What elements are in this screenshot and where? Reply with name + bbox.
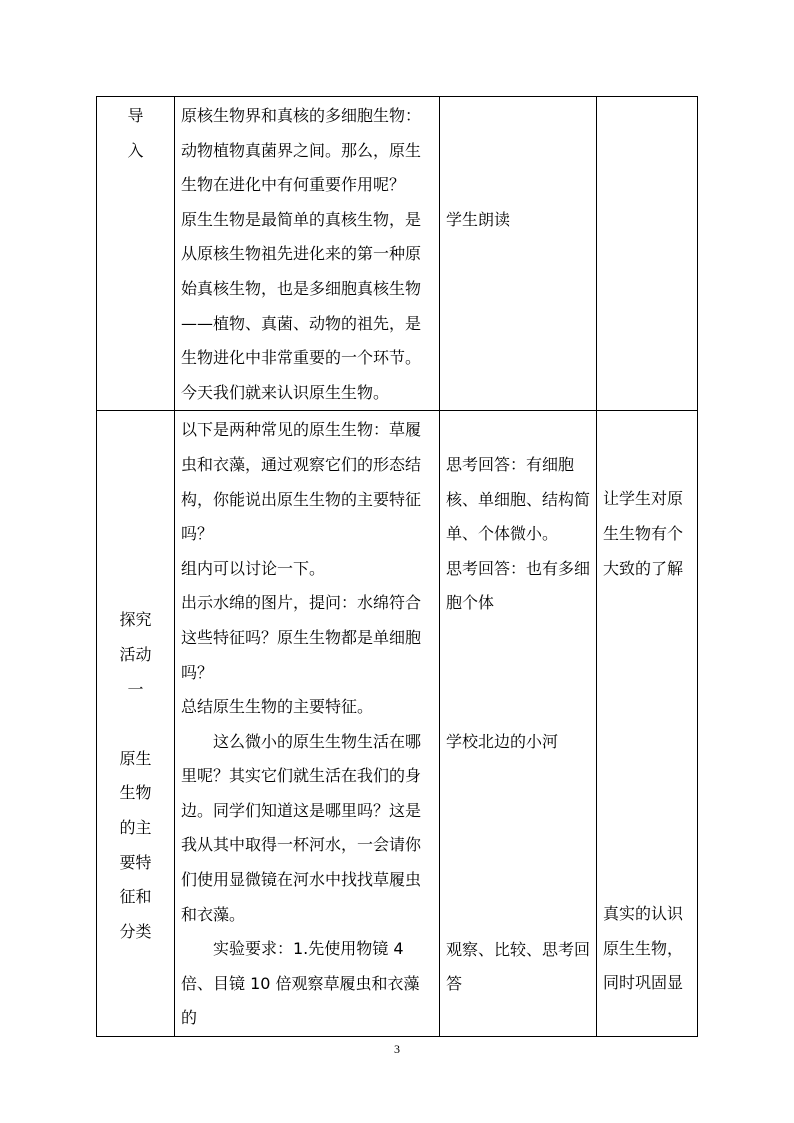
teacher-text: 实验要求：1.先使用物镜 4 倍、目镜 10 倍观察草履虫和衣藻的	[181, 939, 420, 1028]
stage-label-line: 要特	[119, 852, 152, 872]
stage-label-line: 导	[127, 106, 144, 125]
teacher-activity-cell-intro	[175, 97, 440, 411]
purpose-text: 让学生对原生生物有个大致的了解	[603, 489, 684, 578]
student-text: 观察、比较、思考回答	[446, 939, 591, 994]
stage-label-line: 一	[127, 679, 144, 699]
stage-label-line: 分类	[119, 921, 152, 941]
page-number: 3	[394, 1042, 400, 1056]
teacher-text: 组内可以讨论一下。	[181, 558, 326, 578]
student-activity-cell-explore	[440, 411, 597, 1037]
teacher-activity-cell-explore	[175, 411, 440, 1037]
table-row-intro	[97, 97, 698, 411]
stage-label-line: 征和	[119, 887, 152, 907]
stage-label-line: 的主	[119, 817, 152, 837]
purpose-cell-intro	[597, 97, 698, 411]
student-text: 思考回答：有细胞核、单细胞、结构简单、个体微小。	[446, 454, 591, 544]
student-activity-cell-intro	[440, 97, 597, 411]
teacher-text: 这么微小的原生生物生活在哪里呢？其实它们就生活在我们的身边。同学们知道这是哪里吗？这是我从其中取得一杯河水，一会请你们使用显微镜在河水中找找草履虫和衣藻。	[181, 731, 422, 924]
teacher-text: 总结原生生物的主要特征。	[181, 697, 374, 717]
stage-label-line: 入	[127, 140, 144, 160]
teacher-text: 原核生物界和真核的多细胞生物：动物植物真菌界之间。那么，原生生物在进化中有何重要作用呢？	[181, 106, 422, 195]
stage-label-line: 原生	[119, 748, 152, 768]
table-row-explore	[97, 411, 698, 1037]
purpose-text: 真实的认识原生生物，同时巩固显	[603, 904, 684, 993]
student-text: 学校北边的小河	[446, 731, 559, 751]
stage-cell-explore	[97, 411, 175, 1037]
teacher-text: 今天我们就来认识原生生物。	[181, 382, 390, 402]
stage-label-line: 探究	[119, 610, 152, 630]
stage-label-line: 生物	[119, 783, 152, 803]
student-text: 学生朗读	[446, 210, 511, 229]
purpose-cell-explore	[597, 411, 698, 1037]
stage-label-line: 活动	[119, 644, 152, 664]
teacher-text: 原生生物是最简单的真核生物，是从原核生物祖先进化来的第一种原始真核生物，也是多细胞真核生物——植物、真菌、动物的祖先，是生物进化中非常重要的一个环节。	[181, 209, 422, 368]
lesson-plan-table	[96, 96, 698, 1037]
teacher-text: 出示水绵的图片，提问：水绵符合这些特征吗？原生生物都是单细胞吗？	[181, 593, 422, 682]
teacher-text: 以下是两种常见的原生生物：草履虫和衣藻，通过观察它们的形态结构，你能说出原生生物的主要特征吗？	[181, 420, 422, 544]
stage-cell-intro	[97, 97, 175, 411]
student-text: 思考回答：也有多细胞个体	[446, 558, 591, 613]
